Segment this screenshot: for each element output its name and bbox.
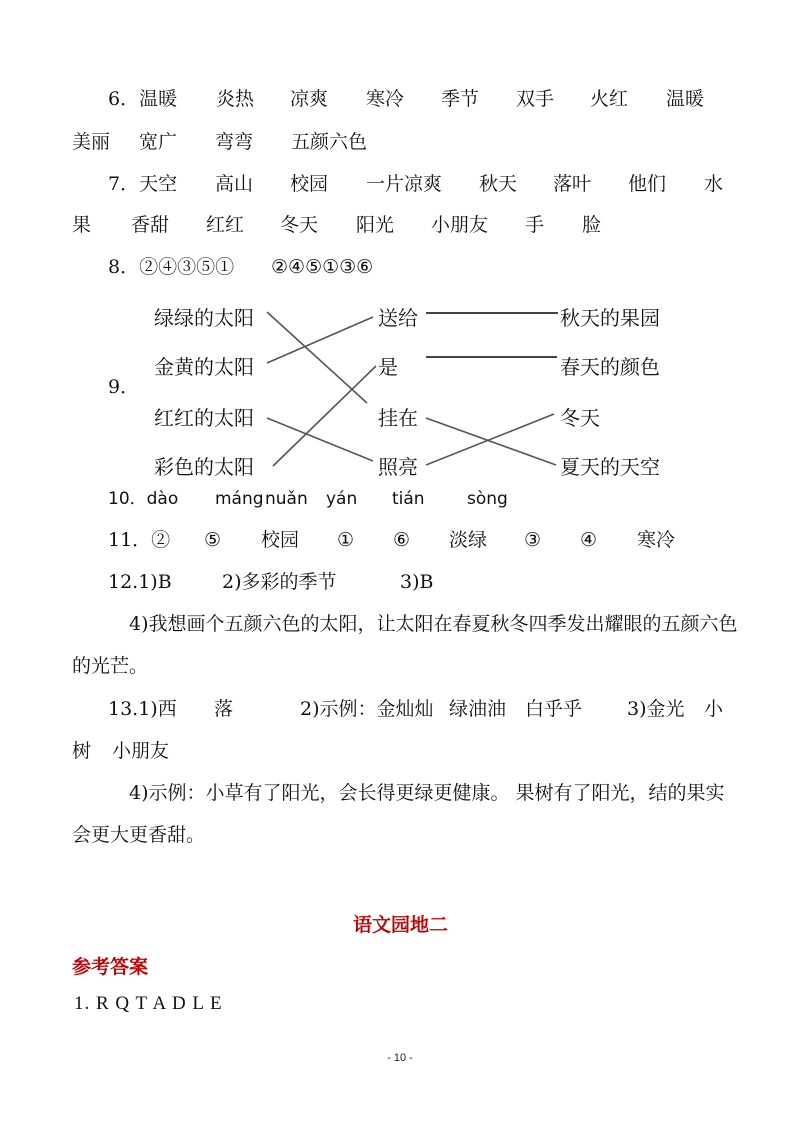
q12-item: 2)多彩的季节 [222,571,337,593]
match-line [267,418,373,461]
q1-answer: 1. R Q T A D L E [74,993,223,1014]
q9-right-item: 冬天 [560,406,600,430]
q9-left-item: 金黄的太阳 [154,355,254,379]
q9-label: 9． [108,376,140,398]
q12-item: 3)B [400,571,434,593]
q7-item: 落叶 [553,173,592,195]
q11-item: ③ [524,529,542,551]
q11-item: 校园 [261,529,300,551]
q11-item: ⑥ [393,529,411,551]
q13-item: 小 [704,698,724,720]
q6-item: 火红 [590,88,629,110]
q6-item: 美丽 [72,131,111,153]
match-line [267,312,367,403]
q12-p4-line2: 的光芒。 [72,655,149,677]
q10-item: 10．dào [108,489,179,509]
q11-item: 寒冷 [637,529,676,551]
q12-p4-line1: 4)我想画个五颜六色的太阳，让太阳在春夏秋冬四季发出耀眼的五颜六色 [129,613,738,635]
q10-item: tián [392,489,425,509]
q13-item: 3)金光 [627,698,685,720]
q6-item: 季节 [441,88,480,110]
q6-item: 五颜六色 [291,131,368,153]
q8-item: ②④⑤①③⑥ [271,256,374,278]
q13-item: 落 [214,698,234,720]
q13-item: 小朋友 [112,740,170,762]
answer-heading: 参考答案 [72,956,149,978]
q7-item: 香甜 [131,214,170,236]
q11-item: 淡绿 [449,529,488,551]
q9-left-item: 红红的太阳 [154,406,254,430]
q9-right-item: 春天的颜色 [560,355,660,379]
q8-item: 8．②④③⑤① [108,256,235,278]
q6-item: 6．温暖 [108,88,178,110]
q9-left-item: 绿绿的太阳 [154,306,254,330]
q6-item: 炎热 [216,88,255,110]
page-number: - 10 - [387,1052,413,1064]
q13-item: 绿油油 [449,698,507,720]
q10-item: máng [215,489,264,509]
q13-p4-line2: 会更大更香甜。 [72,824,206,846]
q9-middle-item: 是 [378,355,398,379]
q6-item: 寒冷 [366,88,405,110]
q9-left-item: 彩色的太阳 [154,455,254,479]
match-line [426,418,556,465]
q7-item: 脸 [582,214,602,236]
q6-item: 温暖 [666,88,705,110]
q6-item: 宽广 [139,131,178,153]
q7-item: 校园 [290,173,329,195]
q11-item: ① [337,529,355,551]
q13-item: 2)示例：金灿灿 [300,698,434,720]
q7-item: 水 [704,173,724,195]
q13-item: 树 [72,740,92,762]
q7-item: 阳光 [356,214,395,236]
q7-item: 高山 [215,173,254,195]
match-line [273,366,376,466]
q7-item: 秋天 [479,173,518,195]
q9-right-item: 夏天的天空 [560,455,660,479]
q9-middle-item: 挂在 [378,406,418,430]
q7-item: 果 [72,214,92,236]
q9-middle-item: 送给 [378,306,418,330]
q10-item: yán [326,489,358,509]
q11-item: 11．② [108,529,171,551]
q7-item: 一片凉爽 [366,173,443,195]
match-line [426,414,554,465]
q9-middle-item: 照亮 [378,455,418,479]
q6-item: 弯弯 [215,131,254,153]
q13-item: 白乎乎 [525,698,583,720]
q11-item: ④ [580,529,598,551]
q6-item: 双手 [516,88,555,110]
q7-item: 手 [525,214,545,236]
q13-item: 13.1)西 [108,698,177,720]
match-line [267,317,373,363]
q10-item: sòng [467,489,508,509]
section-title: 语文园地二 [353,914,449,936]
q10-item: nuǎn [265,489,308,509]
q11-item: ⑤ [204,529,222,551]
q7-item: 7．天空 [108,173,178,195]
q7-item: 冬天 [280,214,319,236]
q13-p4-line1: 4)示例：小草有了阳光，会长得更绿更健康。 果树有了阳光，结的果实 [129,782,725,804]
q7-item: 他们 [628,173,667,195]
q7-item: 小朋友 [431,214,489,236]
q12-item: 12.1)B [108,571,172,593]
q7-item: 红红 [206,214,245,236]
q9-right-item: 秋天的果园 [560,306,660,330]
q6-item: 凉爽 [290,88,329,110]
